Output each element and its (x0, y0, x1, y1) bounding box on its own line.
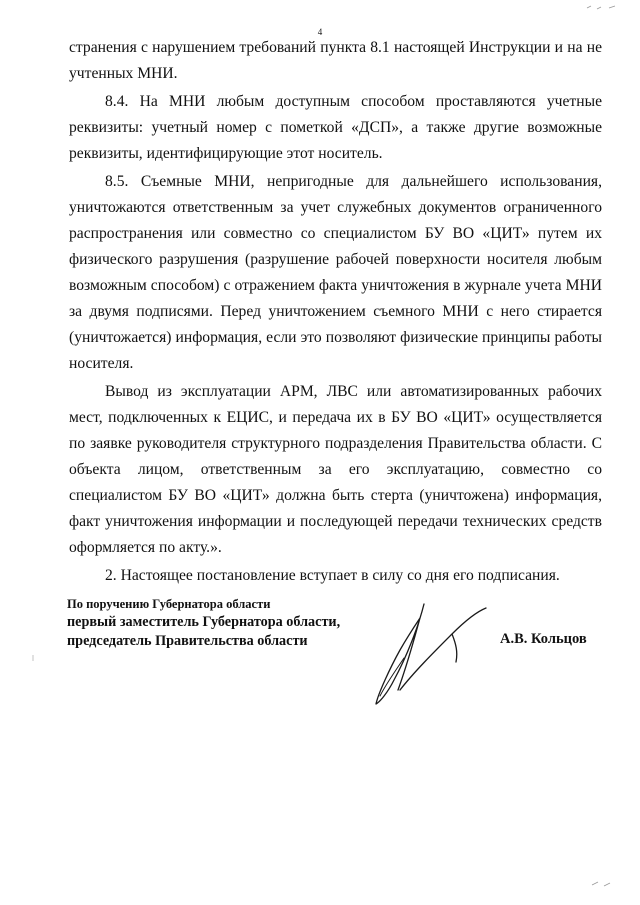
scan-artifact-mark (585, 2, 625, 12)
paragraph-2-effective: 2. Настоящее постановление вступает в силу со дня его подписания. (105, 567, 560, 584)
signatory-line-2: первый заместитель Губернатора области, (67, 614, 341, 630)
paragraph-decommission: Вывод из эксплуатации АРМ, ЛВС или автоматизированных рабочих мест, подключенных к ЕЦИС, и передача их в БУ ВО «ЦИТ» осуществляется по заявке руководителя структурного подразделения Правительства области. С объекта лицом, ответственным за его эксплуатацию, совместно со специалистом БУ ВО «ЦИТ» должна быть стерта (уничтожена) информация, факт уничтожения информации и последующей передачи технических средств оформляется по акту.». (69, 383, 602, 556)
scan-artifact-mark (590, 878, 620, 890)
scan-artifact-mark (30, 653, 36, 665)
signatory-line-3: председатель Правительства области (67, 633, 308, 649)
signatory-line-1: По поручению Губернатора области (67, 597, 271, 611)
paragraph-8-4: 8.4. На МНИ любым доступным способом проставляются учетные реквизиты: учетный номер с пометкой «ДСП», а также другие возможные реквизиты, идентифицирующие этот носитель. (69, 93, 602, 162)
signatory-title (67, 596, 340, 651)
page-number: 4 (317, 27, 323, 37)
document-body (69, 35, 602, 589)
handwritten-signature (366, 598, 492, 708)
signatory-name: А.В. Кольцов (500, 631, 587, 647)
paragraph-continuation: странения с нарушением требований пункта 8.1 настоящей Инструкции и на не учтенных МНИ. (69, 39, 602, 82)
paragraph-8-5: 8.5. Съемные МНИ, непригодные для дальнейшего использования, уничтожаются ответственным за учет служебных документов ограниченного распространения или совместно со специалистом БУ ВО «ЦИТ» путем их физического разрушения (разрушение рабочей поверхности носителя любым возможным способом) с отражением факта уничтожения в журнале учета МНИ за двумя подписями. Перед уничтожением съемного МНИ с него стирается (уничтожается) информация, если это позволяют физические принципы работы носителя. (69, 173, 602, 372)
